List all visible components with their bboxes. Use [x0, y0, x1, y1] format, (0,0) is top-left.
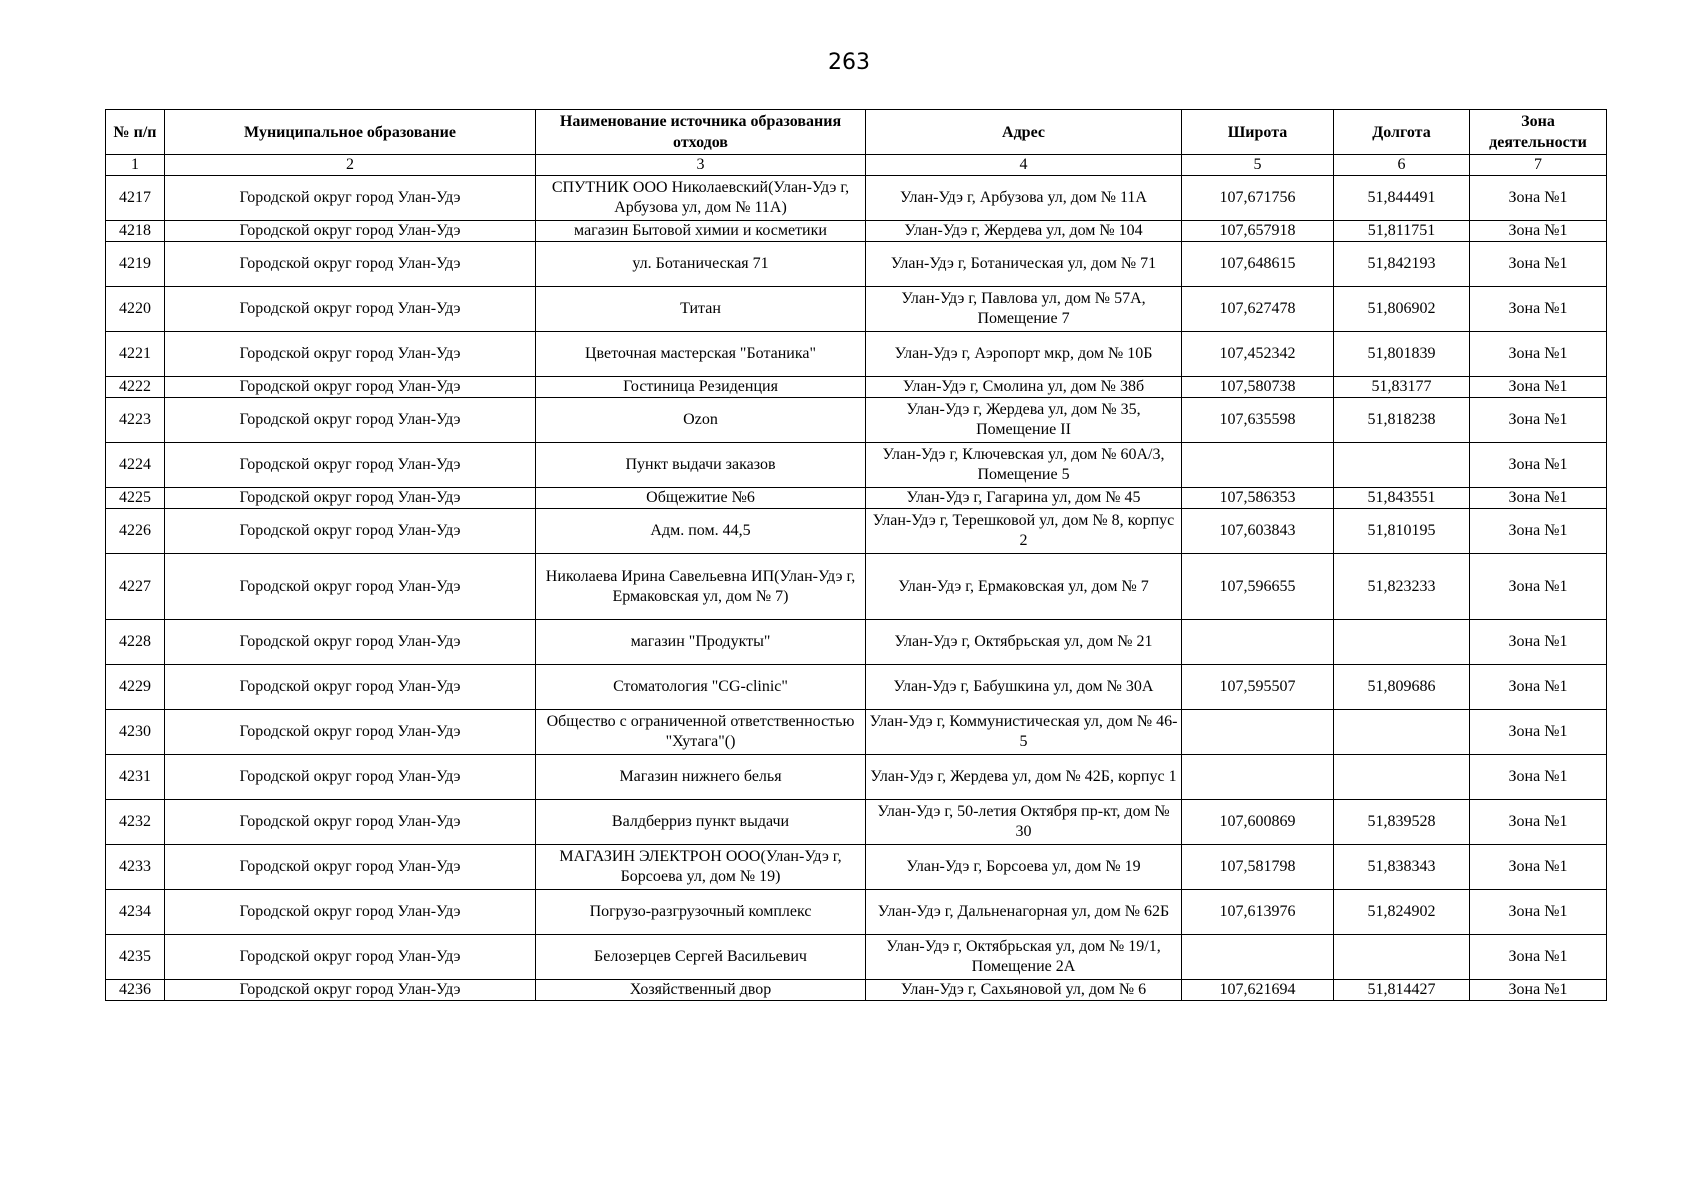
table-row — [106, 845, 1607, 890]
header-row — [106, 110, 1607, 155]
header-municipality: Муниципальное образование — [165, 110, 536, 155]
cell-municipality: Городской округ город Улан-Удэ — [165, 377, 536, 398]
table-row — [106, 509, 1607, 554]
cell-address: Улан-Удэ г, Октябрьская ул, дом № 19/1, Помещение 2А — [866, 935, 1182, 980]
table-row — [106, 800, 1607, 845]
cell-number: 4234 — [106, 890, 165, 935]
cell-latitude: 107,613976 — [1182, 890, 1334, 935]
cell-number: 4229 — [106, 665, 165, 710]
cell-number: 4222 — [106, 377, 165, 398]
cell-municipality: Городской округ город Улан-Удэ — [165, 890, 536, 935]
cell-longitude: 51,818238 — [1334, 398, 1470, 443]
cell-source: Цветочная мастерская "Ботаника" — [536, 332, 866, 377]
cell-zone: Зона №1 — [1470, 287, 1607, 332]
column-number: 4 — [866, 155, 1182, 176]
table-row — [106, 665, 1607, 710]
cell-source: Титан — [536, 287, 866, 332]
table-row — [106, 176, 1607, 221]
cell-latitude: 107,595507 — [1182, 665, 1334, 710]
cell-address: Улан-Удэ г, Бабушкина ул, дом № 30А — [866, 665, 1182, 710]
table-row — [106, 890, 1607, 935]
cell-municipality: Городской округ город Улан-Удэ — [165, 242, 536, 287]
cell-zone: Зона №1 — [1470, 980, 1607, 1001]
cell-zone: Зона №1 — [1470, 221, 1607, 242]
cell-zone: Зона №1 — [1470, 398, 1607, 443]
cell-latitude: 107,648615 — [1182, 242, 1334, 287]
cell-address: Улан-Удэ г, Аэропорт мкр, дом № 10Б — [866, 332, 1182, 377]
cell-latitude: 107,452342 — [1182, 332, 1334, 377]
cell-source: МАГАЗИН ЭЛЕКТРОН ООО(Улан-Удэ г, Борсоева ул, дом № 19) — [536, 845, 866, 890]
page-number: 263 — [828, 50, 870, 75]
cell-zone: Зона №1 — [1470, 509, 1607, 554]
table-body — [106, 176, 1607, 1001]
cell-longitude: 51,842193 — [1334, 242, 1470, 287]
cell-municipality: Городской округ город Улан-Удэ — [165, 488, 536, 509]
cell-address: Улан-Удэ г, Ермаковская ул, дом № 7 — [866, 554, 1182, 620]
cell-number: 4220 — [106, 287, 165, 332]
cell-number: 4232 — [106, 800, 165, 845]
cell-number: 4219 — [106, 242, 165, 287]
cell-municipality: Городской округ город Улан-Удэ — [165, 755, 536, 800]
column-number: 6 — [1334, 155, 1470, 176]
cell-address: Улан-Удэ г, Борсоева ул, дом № 19 — [866, 845, 1182, 890]
cell-longitude — [1334, 755, 1470, 800]
cell-longitude: 51,843551 — [1334, 488, 1470, 509]
cell-number: 4224 — [106, 443, 165, 488]
cell-latitude — [1182, 935, 1334, 980]
cell-number: 4225 — [106, 488, 165, 509]
cell-source: Белозерцев Сергей Васильевич — [536, 935, 866, 980]
cell-source: Гостиница Резиденция — [536, 377, 866, 398]
cell-longitude — [1334, 620, 1470, 665]
cell-latitude: 107,600869 — [1182, 800, 1334, 845]
cell-municipality: Городской округ город Улан-Удэ — [165, 443, 536, 488]
cell-source: Погрузо-разгрузочный комплекс — [536, 890, 866, 935]
cell-address: Улан-Удэ г, 50-летия Октября пр-кт, дом № 30 — [866, 800, 1182, 845]
header-no: № п/п — [106, 110, 165, 155]
cell-latitude: 107,581798 — [1182, 845, 1334, 890]
cell-source: Хозяйственный двор — [536, 980, 866, 1001]
cell-address: Улан-Удэ г, Терешковой ул, дом № 8, корпус 2 — [866, 509, 1182, 554]
table-row — [106, 242, 1607, 287]
cell-source: магазин Бытовой химии и косметики — [536, 221, 866, 242]
cell-number: 4235 — [106, 935, 165, 980]
cell-municipality: Городской округ город Улан-Удэ — [165, 398, 536, 443]
cell-number: 4236 — [106, 980, 165, 1001]
cell-number: 4226 — [106, 509, 165, 554]
cell-municipality: Городской округ город Улан-Удэ — [165, 710, 536, 755]
table-row — [106, 980, 1607, 1001]
cell-zone: Зона №1 — [1470, 755, 1607, 800]
cell-address: Улан-Удэ г, Коммунистическая ул, дом № 46-5 — [866, 710, 1182, 755]
header-address: Адрес — [866, 110, 1182, 155]
table-row — [106, 221, 1607, 242]
cell-source: Адм. пом. 44,5 — [536, 509, 866, 554]
cell-address: Улан-Удэ г, Ботаническая ул, дом № 71 — [866, 242, 1182, 287]
cell-number: 4218 — [106, 221, 165, 242]
cell-longitude: 51,810195 — [1334, 509, 1470, 554]
cell-latitude — [1182, 755, 1334, 800]
cell-address: Улан-Удэ г, Ключевская ул, дом № 60А/3, Помещение 5 — [866, 443, 1182, 488]
cell-longitude: 51,824902 — [1334, 890, 1470, 935]
cell-longitude: 51,814427 — [1334, 980, 1470, 1001]
cell-number: 4223 — [106, 398, 165, 443]
cell-longitude — [1334, 710, 1470, 755]
cell-zone: Зона №1 — [1470, 443, 1607, 488]
cell-source: Общежитие №6 — [536, 488, 866, 509]
cell-zone: Зона №1 — [1470, 176, 1607, 221]
cell-longitude: 51,811751 — [1334, 221, 1470, 242]
cell-number: 4221 — [106, 332, 165, 377]
cell-longitude — [1334, 443, 1470, 488]
table-row — [106, 710, 1607, 755]
cell-latitude — [1182, 443, 1334, 488]
cell-zone: Зона №1 — [1470, 488, 1607, 509]
cell-address: Улан-Удэ г, Октябрьская ул, дом № 21 — [866, 620, 1182, 665]
table-row — [106, 287, 1607, 332]
cell-longitude: 51,844491 — [1334, 176, 1470, 221]
cell-latitude — [1182, 620, 1334, 665]
cell-longitude: 51,823233 — [1334, 554, 1470, 620]
header-longitude: Долгота — [1334, 110, 1470, 155]
cell-longitude: 51,83177 — [1334, 377, 1470, 398]
cell-number: 4227 — [106, 554, 165, 620]
column-number: 5 — [1182, 155, 1334, 176]
column-number: 3 — [536, 155, 866, 176]
cell-municipality: Городской округ город Улан-Удэ — [165, 620, 536, 665]
cell-source: СПУТНИК ООО Николаевский(Улан-Удэ г, Арбузова ул, дом № 11А) — [536, 176, 866, 221]
table-row — [106, 332, 1607, 377]
column-number-row — [106, 155, 1607, 176]
header-source: Наименование источника образования отходов — [536, 110, 866, 155]
cell-latitude: 107,580738 — [1182, 377, 1334, 398]
cell-number: 4217 — [106, 176, 165, 221]
cell-longitude: 51,838343 — [1334, 845, 1470, 890]
cell-number: 4233 — [106, 845, 165, 890]
table-row — [106, 377, 1607, 398]
cell-longitude — [1334, 935, 1470, 980]
cell-municipality: Городской округ город Улан-Удэ — [165, 332, 536, 377]
cell-zone: Зона №1 — [1470, 800, 1607, 845]
cell-latitude: 107,657918 — [1182, 221, 1334, 242]
cell-latitude — [1182, 710, 1334, 755]
cell-source: ул. Ботаническая 71 — [536, 242, 866, 287]
cell-zone: Зона №1 — [1470, 332, 1607, 377]
waste-sources-table — [105, 109, 1607, 1001]
cell-zone: Зона №1 — [1470, 242, 1607, 287]
cell-zone: Зона №1 — [1470, 890, 1607, 935]
cell-address: Улан-Удэ г, Жердева ул, дом № 42Б, корпус 1 — [866, 755, 1182, 800]
header-latitude: Широта — [1182, 110, 1334, 155]
cell-source: магазин "Продукты" — [536, 620, 866, 665]
cell-source: Стоматология "CG-clinic" — [536, 665, 866, 710]
cell-longitude: 51,806902 — [1334, 287, 1470, 332]
cell-municipality: Городской округ город Улан-Удэ — [165, 287, 536, 332]
cell-address: Улан-Удэ г, Жердева ул, дом № 104 — [866, 221, 1182, 242]
cell-zone: Зона №1 — [1470, 554, 1607, 620]
cell-municipality: Городской округ город Улан-Удэ — [165, 176, 536, 221]
column-number: 7 — [1470, 155, 1607, 176]
cell-source: Валдберриз пункт выдачи — [536, 800, 866, 845]
cell-zone: Зона №1 — [1470, 377, 1607, 398]
cell-municipality: Городской округ город Улан-Удэ — [165, 665, 536, 710]
cell-source: Магазин нижнего белья — [536, 755, 866, 800]
cell-address: Улан-Удэ г, Сахьяновой ул, дом № 6 — [866, 980, 1182, 1001]
cell-address: Улан-Удэ г, Павлова ул, дом № 57А, Помещение 7 — [866, 287, 1182, 332]
table-row — [106, 398, 1607, 443]
header-zone: Зона деятельности — [1470, 110, 1607, 155]
cell-source: Николаева Ирина Савельевна ИП(Улан-Удэ г, Ермаковская ул, дом № 7) — [536, 554, 866, 620]
cell-source: Пункт выдачи заказов — [536, 443, 866, 488]
cell-latitude: 107,596655 — [1182, 554, 1334, 620]
table-row — [106, 935, 1607, 980]
cell-municipality: Городской округ город Улан-Удэ — [165, 935, 536, 980]
table-row — [106, 620, 1607, 665]
cell-address: Улан-Удэ г, Жердева ул, дом № 35, Помещение II — [866, 398, 1182, 443]
cell-municipality: Городской округ город Улан-Удэ — [165, 554, 536, 620]
cell-address: Улан-Удэ г, Дальненагорная ул, дом № 62Б — [866, 890, 1182, 935]
table-row — [106, 443, 1607, 488]
cell-zone: Зона №1 — [1470, 710, 1607, 755]
cell-latitude: 107,671756 — [1182, 176, 1334, 221]
cell-latitude: 107,586353 — [1182, 488, 1334, 509]
cell-municipality: Городской округ город Улан-Удэ — [165, 845, 536, 890]
cell-longitude: 51,809686 — [1334, 665, 1470, 710]
cell-longitude: 51,839528 — [1334, 800, 1470, 845]
cell-zone: Зона №1 — [1470, 935, 1607, 980]
cell-latitude: 107,635598 — [1182, 398, 1334, 443]
table-row — [106, 755, 1607, 800]
table-row — [106, 554, 1607, 620]
cell-latitude: 107,621694 — [1182, 980, 1334, 1001]
cell-zone: Зона №1 — [1470, 665, 1607, 710]
column-number: 1 — [106, 155, 165, 176]
cell-zone: Зона №1 — [1470, 620, 1607, 665]
cell-source: Ozon — [536, 398, 866, 443]
cell-municipality: Городской округ город Улан-Удэ — [165, 800, 536, 845]
cell-municipality: Городской округ город Улан-Удэ — [165, 980, 536, 1001]
cell-municipality: Городской округ город Улан-Удэ — [165, 509, 536, 554]
cell-address: Улан-Удэ г, Арбузова ул, дом № 11А — [866, 176, 1182, 221]
cell-latitude: 107,627478 — [1182, 287, 1334, 332]
column-number: 2 — [165, 155, 536, 176]
cell-address: Улан-Удэ г, Гагарина ул, дом № 45 — [866, 488, 1182, 509]
table-row — [106, 488, 1607, 509]
cell-zone: Зона №1 — [1470, 845, 1607, 890]
cell-source: Общество с ограниченной ответственностью "Хутага"() — [536, 710, 866, 755]
cell-address: Улан-Удэ г, Смолина ул, дом № 38б — [866, 377, 1182, 398]
cell-municipality: Городской округ город Улан-Удэ — [165, 221, 536, 242]
cell-number: 4230 — [106, 710, 165, 755]
cell-number: 4228 — [106, 620, 165, 665]
cell-latitude: 107,603843 — [1182, 509, 1334, 554]
cell-longitude: 51,801839 — [1334, 332, 1470, 377]
cell-number: 4231 — [106, 755, 165, 800]
